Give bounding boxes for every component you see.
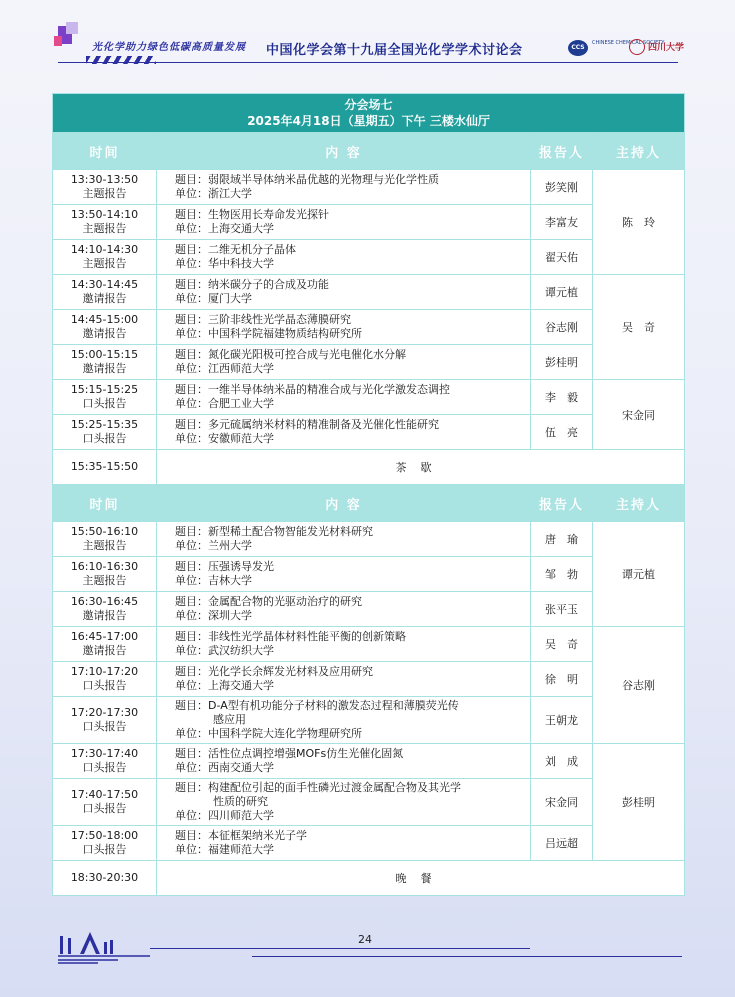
report-type: 口头报告 — [82, 720, 127, 733]
time-range: 14:10-14:30 — [70, 243, 139, 256]
talk-title: 题目：氮化碳光阳极可控合成与光电催化水分解 — [175, 348, 406, 361]
talk-unit: 单位：中国科学院大连化学物理研究所 — [175, 727, 362, 740]
time-cell — [53, 697, 157, 744]
table-row — [53, 240, 685, 275]
speaker-cell: 刘 成 — [531, 744, 593, 779]
talk-unit: 单位：武汉纺织大学 — [175, 644, 274, 657]
column-header: 报告人 — [531, 485, 593, 522]
speaker-cell: 彭桂明 — [531, 345, 593, 380]
table-row — [53, 522, 685, 557]
content-cell — [157, 380, 531, 415]
talk-title: 题目：构建配位引起的面手性磷光过渡金属配合物及其光学 — [175, 781, 461, 794]
time-cell — [53, 779, 157, 826]
talk-title-cont: 感应用 — [213, 713, 246, 726]
report-type: 口头报告 — [82, 802, 127, 815]
break-label: 晚餐 — [157, 861, 685, 896]
column-header: 时间 — [53, 485, 157, 522]
break-label: 茶歇 — [157, 450, 685, 485]
footer-rule-lower — [252, 956, 682, 957]
content-cell — [157, 627, 531, 662]
page-header — [0, 0, 735, 80]
talk-title: 题目：非线性光学晶体材料性能平衡的创新策略 — [175, 630, 406, 643]
time-cell — [53, 522, 157, 557]
talk-title: 题目：活性位点调控增强MOFs仿生光催化固氮 — [175, 747, 404, 760]
speaker-cell: 邹 勃 — [531, 557, 593, 592]
talk-title: 题目：压强诱导发光 — [175, 560, 274, 573]
content-cell — [157, 275, 531, 310]
break-row — [53, 450, 685, 485]
time-range: 17:50-18:00 — [70, 829, 139, 842]
talk-unit: 单位：安徽师范大学 — [175, 432, 274, 445]
content-cell — [157, 522, 531, 557]
table-row — [53, 826, 685, 861]
time-cell — [53, 205, 157, 240]
speaker-cell: 伍 亮 — [531, 415, 593, 450]
talk-title: 题目：光化学长余辉发光材料及应用研究 — [175, 665, 373, 678]
time-range: 15:15-15:25 — [70, 383, 139, 396]
time-range: 14:30-14:45 — [70, 278, 139, 291]
conference-title: 中国化学会第十九届全国光化学学术讨论会 — [266, 43, 523, 58]
speaker-cell: 张平玉 — [531, 592, 593, 627]
talk-unit: 单位：深圳大学 — [175, 609, 252, 622]
time-range: 15:50-16:10 — [70, 525, 139, 538]
report-type: 主题报告 — [82, 187, 127, 200]
header-slogan: 光化学助力绿色低碳高质量发展 — [92, 42, 246, 53]
session-header — [53, 94, 685, 133]
talk-title: 题目：二维无机分子晶体 — [175, 243, 296, 256]
content-cell — [157, 557, 531, 592]
time-range: 16:45-17:00 — [70, 630, 139, 643]
table-row — [53, 557, 685, 592]
talk-title: 题目：一维半导体纳米晶的精准合成与光化学激发态调控 — [175, 383, 450, 396]
content-cell — [157, 345, 531, 380]
page-number: 24 — [358, 933, 372, 946]
column-header: 内 容 — [157, 133, 531, 170]
content-cell — [157, 205, 531, 240]
header-decoration-icon — [54, 22, 80, 46]
time-cell — [53, 380, 157, 415]
host-cell: 谷志刚 — [593, 627, 685, 744]
talk-unit: 单位：华中科技大学 — [175, 257, 274, 270]
report-type: 口头报告 — [82, 843, 127, 856]
time-cell — [53, 627, 157, 662]
talk-unit: 单位：合肥工业大学 — [175, 397, 274, 410]
time-cell — [53, 170, 157, 205]
report-type: 口头报告 — [82, 397, 127, 410]
schedule-table — [52, 93, 685, 896]
time-cell — [53, 415, 157, 450]
table-row — [53, 662, 685, 697]
speaker-cell: 吴 奇 — [531, 627, 593, 662]
time-cell — [53, 275, 157, 310]
table-row — [53, 697, 685, 744]
report-type: 主题报告 — [82, 222, 127, 235]
content-cell — [157, 826, 531, 861]
column-header: 时间 — [53, 133, 157, 170]
time-cell — [53, 592, 157, 627]
break-time: 15:35-15:50 — [53, 450, 157, 485]
time-cell — [53, 662, 157, 697]
time-cell — [53, 826, 157, 861]
time-range: 14:45-15:00 — [70, 313, 139, 326]
speaker-cell: 宋金同 — [531, 779, 593, 826]
talk-unit: 单位：西南交通大学 — [175, 761, 274, 774]
footer-rule — [150, 948, 530, 949]
speaker-cell: 吕远超 — [531, 826, 593, 861]
time-cell — [53, 744, 157, 779]
talk-title: 题目：金属配合物的光驱动治疗的研究 — [175, 595, 362, 608]
report-type: 口头报告 — [82, 679, 127, 692]
speaker-cell: 谷志刚 — [531, 310, 593, 345]
talk-title: 题目：纳米碳分子的合成及功能 — [175, 278, 329, 291]
table-row — [53, 744, 685, 779]
time-range: 17:40-17:50 — [70, 788, 139, 801]
talk-unit: 单位：兰州大学 — [175, 539, 252, 552]
table-row — [53, 275, 685, 310]
content-cell — [157, 744, 531, 779]
report-type: 邀请报告 — [82, 644, 127, 657]
speaker-cell: 谭元植 — [531, 275, 593, 310]
talk-title: 题目：多元硫属纳米材料的精准制备及光催化性能研究 — [175, 418, 439, 431]
talk-title-cont: 性质的研究 — [213, 795, 268, 808]
ccs-logo-icon: CCS — [568, 40, 588, 56]
column-header-row — [53, 133, 685, 170]
header-rule — [58, 62, 678, 63]
table-row — [53, 627, 685, 662]
talk-unit: 单位：福建师范大学 — [175, 843, 274, 856]
content-cell — [157, 415, 531, 450]
speaker-cell: 翟天佑 — [531, 240, 593, 275]
content-cell — [157, 310, 531, 345]
column-header: 主持人 — [593, 133, 685, 170]
session-name: 分会场七 — [344, 98, 393, 112]
talk-title: 题目：新型稀土配合物智能发光材料研究 — [175, 525, 373, 538]
speaker-cell: 唐 瑜 — [531, 522, 593, 557]
talk-unit: 单位：江西师范大学 — [175, 362, 274, 375]
table-row — [53, 170, 685, 205]
report-type: 邀请报告 — [82, 327, 127, 340]
content-cell — [157, 662, 531, 697]
column-header: 内 容 — [157, 485, 531, 522]
skyline-decoration-icon — [58, 928, 150, 964]
talk-title: 题目：三阶非线性光学晶态薄膜研究 — [175, 313, 351, 326]
report-type: 邀请报告 — [82, 362, 127, 375]
time-cell — [53, 345, 157, 380]
content-cell — [157, 697, 531, 744]
column-header-row — [53, 485, 685, 522]
content-cell — [157, 240, 531, 275]
report-type: 主题报告 — [82, 539, 127, 552]
break-time: 18:30-20:30 — [53, 861, 157, 896]
table-row — [53, 592, 685, 627]
speaker-cell: 王朝龙 — [531, 697, 593, 744]
time-range: 13:30-13:50 — [70, 173, 139, 186]
time-range: 16:30-16:45 — [70, 595, 139, 608]
host-cell: 陈 玲 — [593, 170, 685, 275]
talk-title: 题目：D-A型有机功能分子材料的激发态过程和薄膜荧光传 — [175, 699, 459, 712]
talk-title: 题目：弱限域半导体纳米晶优越的光物理与光化学性质 — [175, 173, 439, 186]
host-cell: 宋金同 — [593, 380, 685, 450]
report-type: 口头报告 — [82, 432, 127, 445]
host-cell: 彭桂明 — [593, 744, 685, 861]
content-cell — [157, 779, 531, 826]
report-type: 邀请报告 — [82, 292, 127, 305]
talk-unit: 单位：吉林大学 — [175, 574, 252, 587]
report-type: 邀请报告 — [82, 609, 127, 622]
talk-unit: 单位：上海交通大学 — [175, 222, 274, 235]
report-type: 主题报告 — [82, 257, 127, 270]
table-row — [53, 380, 685, 415]
scu-logo-text: 四川大学 — [648, 43, 685, 53]
time-range: 16:10-16:30 — [70, 560, 139, 573]
host-cell: 谭元植 — [593, 522, 685, 627]
session-info: 2025年4月18日（星期五）下午 三楼水仙厅 — [247, 114, 490, 128]
table-row — [53, 779, 685, 826]
time-range: 17:30-17:40 — [70, 747, 139, 760]
report-type: 主题报告 — [82, 574, 127, 587]
talk-title: 题目：本征框架纳米光子学 — [175, 829, 307, 842]
talk-unit: 单位：中国科学院福建物质结构研究所 — [175, 327, 362, 340]
talk-unit: 单位：上海交通大学 — [175, 679, 274, 692]
speaker-cell: 李 毅 — [531, 380, 593, 415]
content-cell — [157, 170, 531, 205]
time-range: 13:50-14:10 — [70, 208, 139, 221]
column-header: 主持人 — [593, 485, 685, 522]
speaker-cell: 彭笑刚 — [531, 170, 593, 205]
report-type: 口头报告 — [82, 761, 127, 774]
speaker-cell: 徐 明 — [531, 662, 593, 697]
table-row — [53, 415, 685, 450]
time-range: 15:00-15:15 — [70, 348, 139, 361]
column-header: 报告人 — [531, 133, 593, 170]
talk-unit: 单位：四川师范大学 — [175, 809, 274, 822]
ccs-logo-text: CHINESE CHEMICAL SOCIETY — [592, 40, 665, 46]
content-cell — [157, 592, 531, 627]
talk-unit: 单位：浙江大学 — [175, 187, 252, 200]
talk-unit: 单位：厦门大学 — [175, 292, 252, 305]
speaker-cell: 李富友 — [531, 205, 593, 240]
time-cell — [53, 240, 157, 275]
time-range: 17:10-17:20 — [70, 665, 139, 678]
table-row — [53, 205, 685, 240]
time-range: 15:25-15:35 — [70, 418, 139, 431]
table-row — [53, 310, 685, 345]
talk-title: 题目：生物医用长寿命发光探针 — [175, 208, 329, 221]
break-row — [53, 861, 685, 896]
host-cell: 吴 奇 — [593, 275, 685, 380]
time-range: 17:20-17:30 — [70, 706, 139, 719]
table-row — [53, 345, 685, 380]
time-cell — [53, 310, 157, 345]
scu-logo-icon — [629, 39, 645, 55]
time-cell — [53, 557, 157, 592]
